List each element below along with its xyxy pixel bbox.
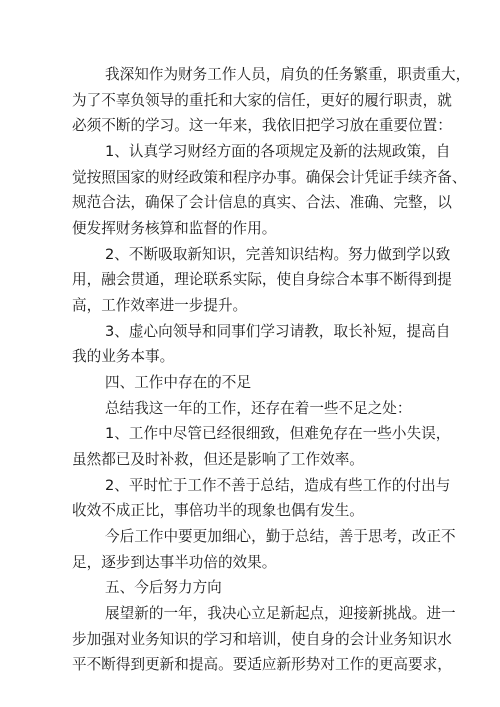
paragraph-line: 今 后 工 作 中 要 更 加 细 心 ， 勤 于 总 结 ， 善 于 思 考 ， 改 正 不: [105, 528, 456, 545]
paragraph-line: 虽然都已及时补救，但还是影响了工作效率。: [72, 451, 364, 468]
paragraph-line: 步 加 强 对 业 务 知 识 的 学 习 和 培 训 ， 使 自 身 的 会 计 业 务 知 识 水: [72, 631, 452, 648]
paragraph-line: 总结我这一年的工作，还存在着一些不足之处：: [105, 400, 412, 417]
paragraph-line: 我的业务本事。: [72, 348, 175, 365]
paragraph-line: 3 、 虚 心 向 领 导 和 同 事 们 学 习 请 教 ， 取 长 补 短 ， 提 高 自: [105, 323, 451, 340]
section-heading: 四、工作中存在的不足: [105, 374, 251, 391]
paragraph-line: 足，逐步到达事半功倍的效果。: [72, 554, 277, 571]
paragraph-line: 1 、 认 真 学 习 财 经 方 面 的 各 项 规 定 及 新 的 法 规 政 策 ， 自: [105, 143, 451, 160]
paragraph-line: 2 、 平 时 忙 于 工 作 不 善 于 总 结 ， 造 成 有 些 工 作 的 付 出 与: [105, 477, 451, 494]
paragraph-line: 规 范 合 法 ， 确 保 了 会 计 信 息 的 真 实 、 合 法 、 准 确 、 完 整 ， 以: [72, 194, 452, 211]
paragraph-line: 高，工作效率进一步提升。: [72, 297, 248, 314]
paragraph-line: 我 深 知 作 为 财 务 工 作 人 员 ， 肩 负 的 任 务 繁 重 ， 职 责 重 大 ，: [105, 66, 471, 83]
paragraph-line: 觉 按 照 国 家 的 财 经 政 策 和 程 序 办 事 。 确 保 会 计 凭 证 手 续 齐 备 、: [72, 169, 467, 186]
paragraph-line: 展 望 新 的 一 年 ， 我 决 心 立 足 新 起 点 ， 迎 接 新 挑 战 。 进 一: [105, 605, 456, 622]
paragraph-line: 平 不 断 得 到 更 新 和 提 高 。 要 适 应 新 形 势 对 工 作 的 更 高 要 求 ，: [72, 656, 452, 673]
paragraph-line: 便发挥财务核算和监督的作用。: [72, 220, 277, 237]
paragraph-line: 必 须 不 断 的 学 习 。 这 一 年 来 ， 我 依 旧 把 学 习 放 在 重 要 位 置 ：: [72, 117, 452, 134]
paragraph-line: 用 ， 融 会 贯 通 ， 理 论 联 系 实 际 ， 使 自 身 综 合 本 事 不 断 得 到 提: [72, 271, 452, 288]
paragraph-line: 收效不成正比，事倍功半的现象也偶有发生。: [72, 502, 364, 519]
paragraph-line: 2 、 不 断 吸 取 新 知 识 ， 完 善 知 识 结 构 。 努 力 做 到 学 以 致: [105, 246, 451, 263]
paragraph-line: 为 了 不 辜 负 领 导 的 重 托 和 大 家 的 信 任 ， 更 好 的 履 行 职 责 ， 就: [72, 92, 452, 109]
section-heading: 五、今后努力方向: [105, 579, 222, 596]
paragraph-line: 1 、 工 作 中 尽 管 已 经 很 细 致 ， 但 难 免 存 在 一 些 小 失 误 ，: [105, 425, 451, 442]
